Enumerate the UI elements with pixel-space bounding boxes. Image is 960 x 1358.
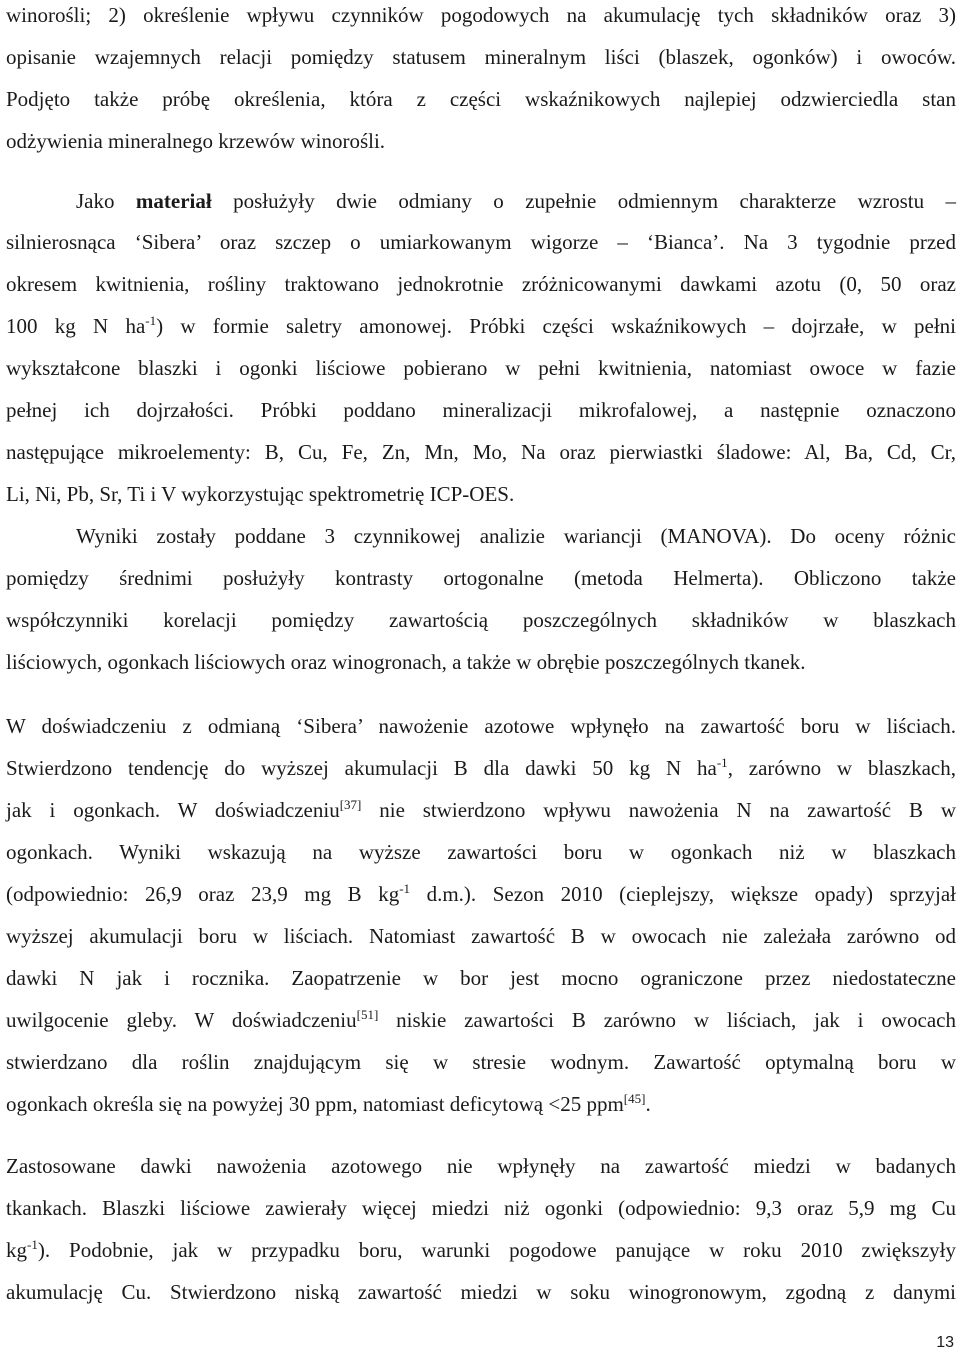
text-line: Zastosowane dawki nawożenia azotowego nie wpłynęły na zawartość miedzi w badanych [6, 1154, 956, 1178]
bold-term: materiał [135, 189, 212, 213]
text-line: (odpowiednio: 26,9 oraz 23,9 mg B $kg^{-1}$ d.m.). Sezon 2010 (cieplejszy, większe opady) sprzyjał [6, 881, 956, 906]
text-line: Li, Ni, Pb, Sr, Ti i V wykorzystując spektrometrię ICP-OES. [6, 482, 515, 506]
text-line: uwilgocenie gleby. W doświadczeniu[51] niskie zawartości B zarówno w liściach, jak i owocach [6, 1007, 956, 1032]
page-number: 13 [936, 1334, 954, 1351]
text-line: opisanie wzajemnych relacji pomiędzy statusem mineralnym liści (blaszek, ogonków) i owoców. [6, 45, 956, 69]
text-line: Stwierdzono tendencję do wyższej akumulacji B dla dawki 50 kg N $ha^{-1}$, zarówno w blaszkach, [6, 755, 956, 780]
text-line: 100 kg N $ha^{-1}$) w formie saletry amonowej. Próbki części wskaźnikowych – dojrzałe, w pełni [6, 313, 956, 338]
text-line: $kg^{-1}$). Podobnie, jak w przypadku boru, warunki pogodowe panujące w roku 2010 zwiększyły [6, 1237, 956, 1262]
text-line: tkankach. Blaszki liściowe zawierały więcej miedzi niż ogonki (odpowiednio: 9,3 oraz 5,9 mg Cu [6, 1196, 956, 1220]
text-line: współczynniki korelacji pomiędzy zawartością poszczególnych składników w blaszkach [6, 608, 956, 632]
text-line: Jako materiał posłużyły dwie odmiany o zupełnie odmiennym charakterze wzrostu – [76, 189, 956, 213]
text-line: pełnej ich dojrzałości. Próbki poddano mineralizacji mikrofalowej, a następnie oznaczono [6, 398, 956, 422]
text-line: jak i ogonkach. W doświadczeniu[37] nie stwierdzono wpływu nawożenia N na zawartość B w [6, 797, 957, 822]
text-line: następujące mikroelementy: B, Cu, Fe, Zn, Mn, Mo, Na oraz pierwiastki śladowe: Al, Ba, Cd, Cr, [6, 440, 956, 464]
text-line: winorośli; 2) określenie wpływu czynników pogodowych na akumulację tych składników oraz 3) [6, 3, 956, 27]
text-line: odżywienia mineralnego krzewów winorośli. [6, 129, 386, 153]
citation: [51] [356, 1007, 379, 1022]
text-line: Podjęto także próbę określenia, która z części wskaźnikowych najlepiej odzwierciedla stan [6, 87, 956, 111]
text-line: silnierosnąca ‘Sibera’ oraz szczep o umiarkowanym wigorze – ‘Bianca’. Na 3 tygodnie przed [6, 230, 956, 254]
text-line: akumulację Cu. Stwierdzono niską zawartość miedzi w soku winogronowym, zgodną z danymi [6, 1280, 956, 1304]
text-line: W doświadczeniu z odmianą ‘Sibera’ nawożenie azotowe wpłynęło na zawartość boru w liściach. [6, 714, 956, 738]
text-line: wykształcone blaszki i ogonki liściowe pobierano w pełni kwitnienia, natomiast owoce w fazie [6, 356, 956, 380]
text-line: okresem kwitnienia, rośliny traktowano jednokrotnie zróżnicowanymi dawkami azotu (0, 50 oraz [6, 272, 956, 296]
text-line: pomiędzy średnimi posłużyły kontrasty ortogonalne (metoda Helmerta). Obliczono także [6, 566, 956, 590]
citation: [45] [623, 1091, 646, 1106]
text-line: stwierdzano dla roślin znajdującym się w stresie wodnym. Zawartość optymalną boru w [6, 1050, 956, 1074]
text-line: ogonkach. Wyniki wskazują na wyższe zawartości boru w ogonkach niż w blaszkach [6, 840, 956, 864]
text-line: wyższej akumulacji boru w liściach. Natomiast zawartość B w owocach nie zależała zarówno od [6, 924, 956, 948]
text-line: ogonkach określa się na powyżej 30 ppm, natomiast deficytową <25 ppm[45]. [6, 1091, 651, 1116]
citation: [37] [339, 797, 362, 812]
text-line: liściowych, ogonkach liściowych oraz winogronach, a także w obrębie poszczególnych tkanek. [6, 650, 806, 674]
text-line: Wyniki zostały poddane 3 czynnikowej analizie wariancji (MANOVA). Do oceny różnic [76, 524, 956, 548]
text-line: dawki N jak i rocznika. Zaopatrzenie w bor jest mocno ograniczone przez niedostateczne [6, 966, 956, 990]
